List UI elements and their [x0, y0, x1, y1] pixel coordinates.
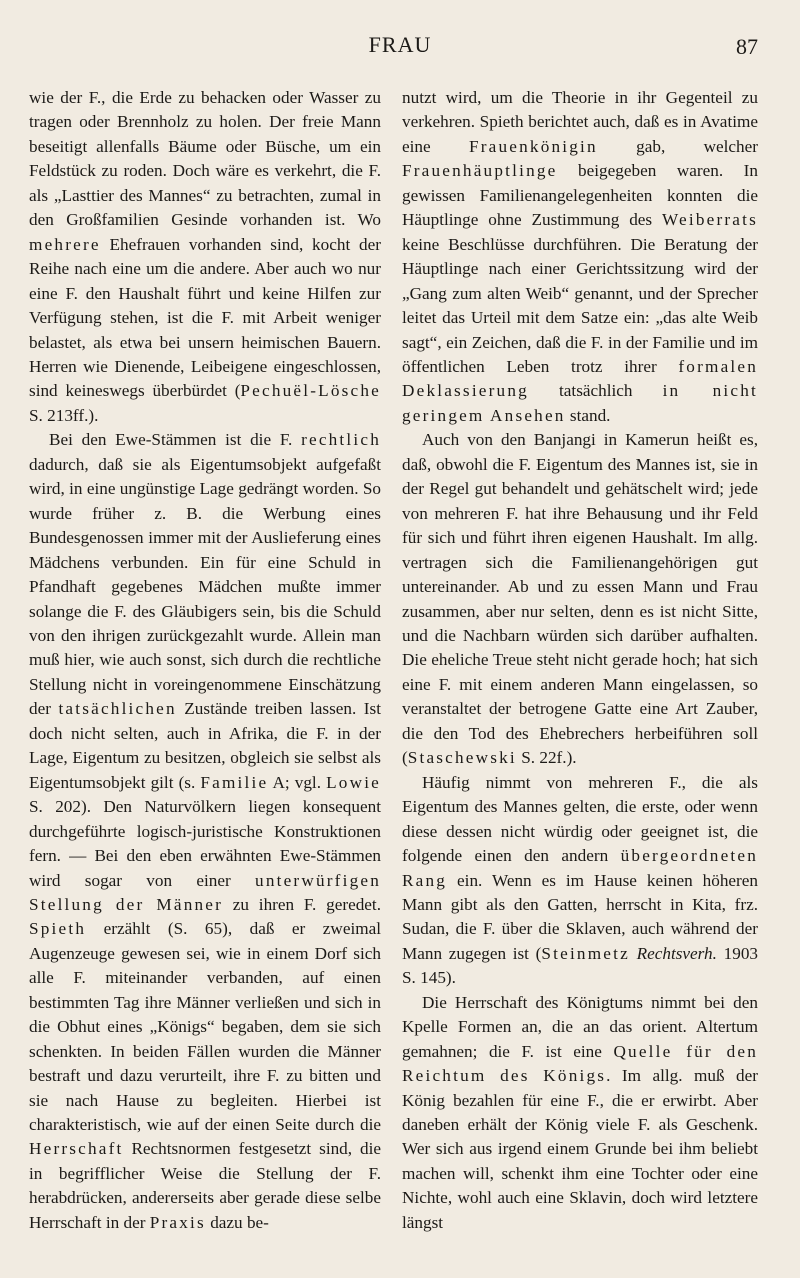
right-column — [402, 86, 758, 1235]
emphasis: mehrere — [29, 234, 101, 254]
emphasis: Praxis — [149, 1212, 206, 1232]
paragraph: Bei den Ewe-Stämmen ist die F. rechtlich dadurch, daß sie als Eigentumsobjekt aufgefaßt wird, in eine ungünstige Lage gedrängt worden. So wurde früher z. B. die Werbung eines Bundesgenossen immer mit der Auslieferung eines Mädchens verbunden. Ein für eine Schuld in Pfandhaft gegebenes Mädchen mußte immer solange die F. des Gläubigers sein, bis die Schuld von den ihrigen zurückgezahlt wurde. Allein man muß hier, wie auch sonst, sich durch die rechtliche Stellung nicht in voreingenommene Einschätzung der tatsächlichen Zustände treiben lassen. Ist doch nicht selten, auch in Afrika, die F. in der Lage, Eigentum zu besitzen, obgleich sie selbst als Eigentumsobjekt gilt (s. Familie A; vgl. Lowie S. 202). Den Naturvölkern liegen konsequent durchgeführte logisch-juristische Konstruktionen fern. — Bei den eben erwähnten Ewe-Stämmen wird sogar von einer unterwürfigen Stellung der Männer zu ihren F. geredet. Spieth erzählt (S. 65), daß er zweimal Augenzeuge gewesen sei, wie in einem Dorf sich alle F. miteinander verbanden, auf einen bestimmten Tag ihre Männer verließen und sich in die Obhut eines „Königs“ begaben, dem sie sich schenkten. In beiden Fällen wurden die Männer bestraft und dazu verurteilt, ihre F. zu bitten und sie nach Hause zu begleiten. Hierbei ist charakteristisch, wie auf der einen Seite durch die Herrschaft Rechtsnormen festgesetzt sind, die in begrifflicher Weise die Stellung der F. herabdrücken, andererseits aber gerade diese selbe Herrschaft in der Praxis dazu be- — [29, 430, 382, 1232]
emphasis: formalen Deklassierung — [402, 356, 758, 401]
emphasis: in nicht geringem Ansehen — [402, 381, 758, 425]
paragraph: nutzt wird, um die Theorie in ihr Gegenteil zu verkehren. Spieth berichtet auch, daß es in Avatime eine Frauenkönigin gab, welcher Frauenhäuptlinge beigegeben waren. In gewissen Familienangelegenheiten konnten die Häuptlinge ohne Zustimmung des Weiberrats keine Beschlüsse durchführen. Die Beratung der Häuptlinge nach einer Gerichtssitzung wird der „Gang zum alten Weib“ genannt, und der Sprecher leitet das Urteil mit dem Satze ein: „das alte Weib sagt“, ein Zeichen, daß die F. in der Familie und im öffentlichen Leben trotz ihrer formalen Deklassierung tatsächlich in nicht geringem Ansehen stand. — [402, 88, 758, 425]
paragraph: Auch von den Banjangi in Kamerun heißt es, daß, obwohl die F. Eigentum des Mannes ist, sie in der Regel gut behandelt und gehätschelt wird; jede von mehreren F. hat ihre Behausung und ihr Feld für sich und führt ihren eigenen Haushalt. Im allg. vertragen sich die Familienangehörigen gut untereinander. Ab und zu essen Mann und Frau zusammen, aber nur selten, denn es ist nicht Sitte, und die Nachbarn würden sich darüber aufhalten. Die eheliche Treue steht nicht gerade hoch; hat sich eine F. mit einem anderen Mann eingelassen, so veranstaltet der betrogene Gatte eine Art Zauber, die den Tod des Ehebrechers herbeiführen soll (Staschewski S. 22f.). — [402, 430, 758, 768]
emphasis: rechtlich — [301, 430, 381, 450]
author-citation: Steinmetz — [541, 943, 630, 963]
paragraph: wie der F., die Erde zu behacken oder Wasser zu tragen oder Brennholz zu holen. Der freie Mann beseitigt allenfalls Bäume oder Büsche, um ein Feldstück zu roden. Doch wäre es verkehrt, die F. als „Lasttier des Mannes“ zu betrachten, zumal in den Großfamilien Gesinde vorhanden ist. Wo mehrere Ehefrauen vorhanden sind, kocht der Reihe nach eine um die andere. Aber auch wo nur eine F. den Haushalt führt und keine Hilfen zur Verfügung stehen, ist die F. mit Arbeit weniger belastet, als etwa bei unsern heimischen Bauern. Herren wie Dienende, Leibeigene eingeschlossen, sind keineswegs überbürdet (Pechuël-Lösche S. 213ff.). — [29, 88, 381, 425]
emphasis: Herrschaft — [29, 1139, 124, 1159]
emphasis: Weiberrats — [661, 210, 758, 230]
paragraph: Häufig nimmt von mehreren F., die als Eigentum des Mannes gelten, die erste, oder wenn diese dessen nicht würdig oder geeignet ist, die folgende einen den andern übergeordneten Rang ein. Wenn es im Hause keinen höheren Mann gibt als den Gatten, herrscht in Kita, frz. Sudan, die F. über die Sklaven, auch während der Mann zugegen ist (Steinmetz Rechtsverh. 1903 S. 145). — [402, 772, 759, 988]
work-title: Rechtsverh. — [636, 943, 717, 963]
running-head — [0, 28, 800, 58]
emphasis: Quelle für den Reichtum des Königs — [402, 1041, 758, 1086]
emphasis: Frauenkönigin — [468, 136, 598, 156]
emphasis: Frauenhäuptlinge — [402, 161, 558, 181]
author-citation: Staschewski — [407, 748, 517, 768]
author-citation: Lowie — [326, 772, 382, 792]
cross-reference: Familie — [200, 772, 269, 792]
paragraph: Die Herrschaft des Königtums nimmt bei den Kpelle Formen an, die an das orient. Altertum gemahnen; die F. ist eine Quelle für den Reichtum des Königs. Im allg. muß der König bezahlen für eine F., die er erwirbt. Aber daneben erhält der König viele F. als Geschenk. Wer sich aus irgend einem Grunde bei ihm beliebt machen will, schenkt ihm eine Tochter oder eine Nichte, wohl auch eine Sklavin, doch wird letztere längst — [402, 992, 758, 1232]
author-citation: Spieth — [29, 919, 87, 939]
author-citation: Pechuël-Lösche — [240, 381, 381, 401]
emphasis: tatsächlichen — [58, 699, 177, 719]
running-title: FRAU — [368, 32, 432, 57]
emphasis: übergeordneten Rang — [402, 846, 758, 890]
page-number: 87 — [736, 34, 758, 59]
emphasis: unterwürfigen Stellung der Männer — [29, 870, 381, 914]
left-column — [29, 86, 381, 1235]
